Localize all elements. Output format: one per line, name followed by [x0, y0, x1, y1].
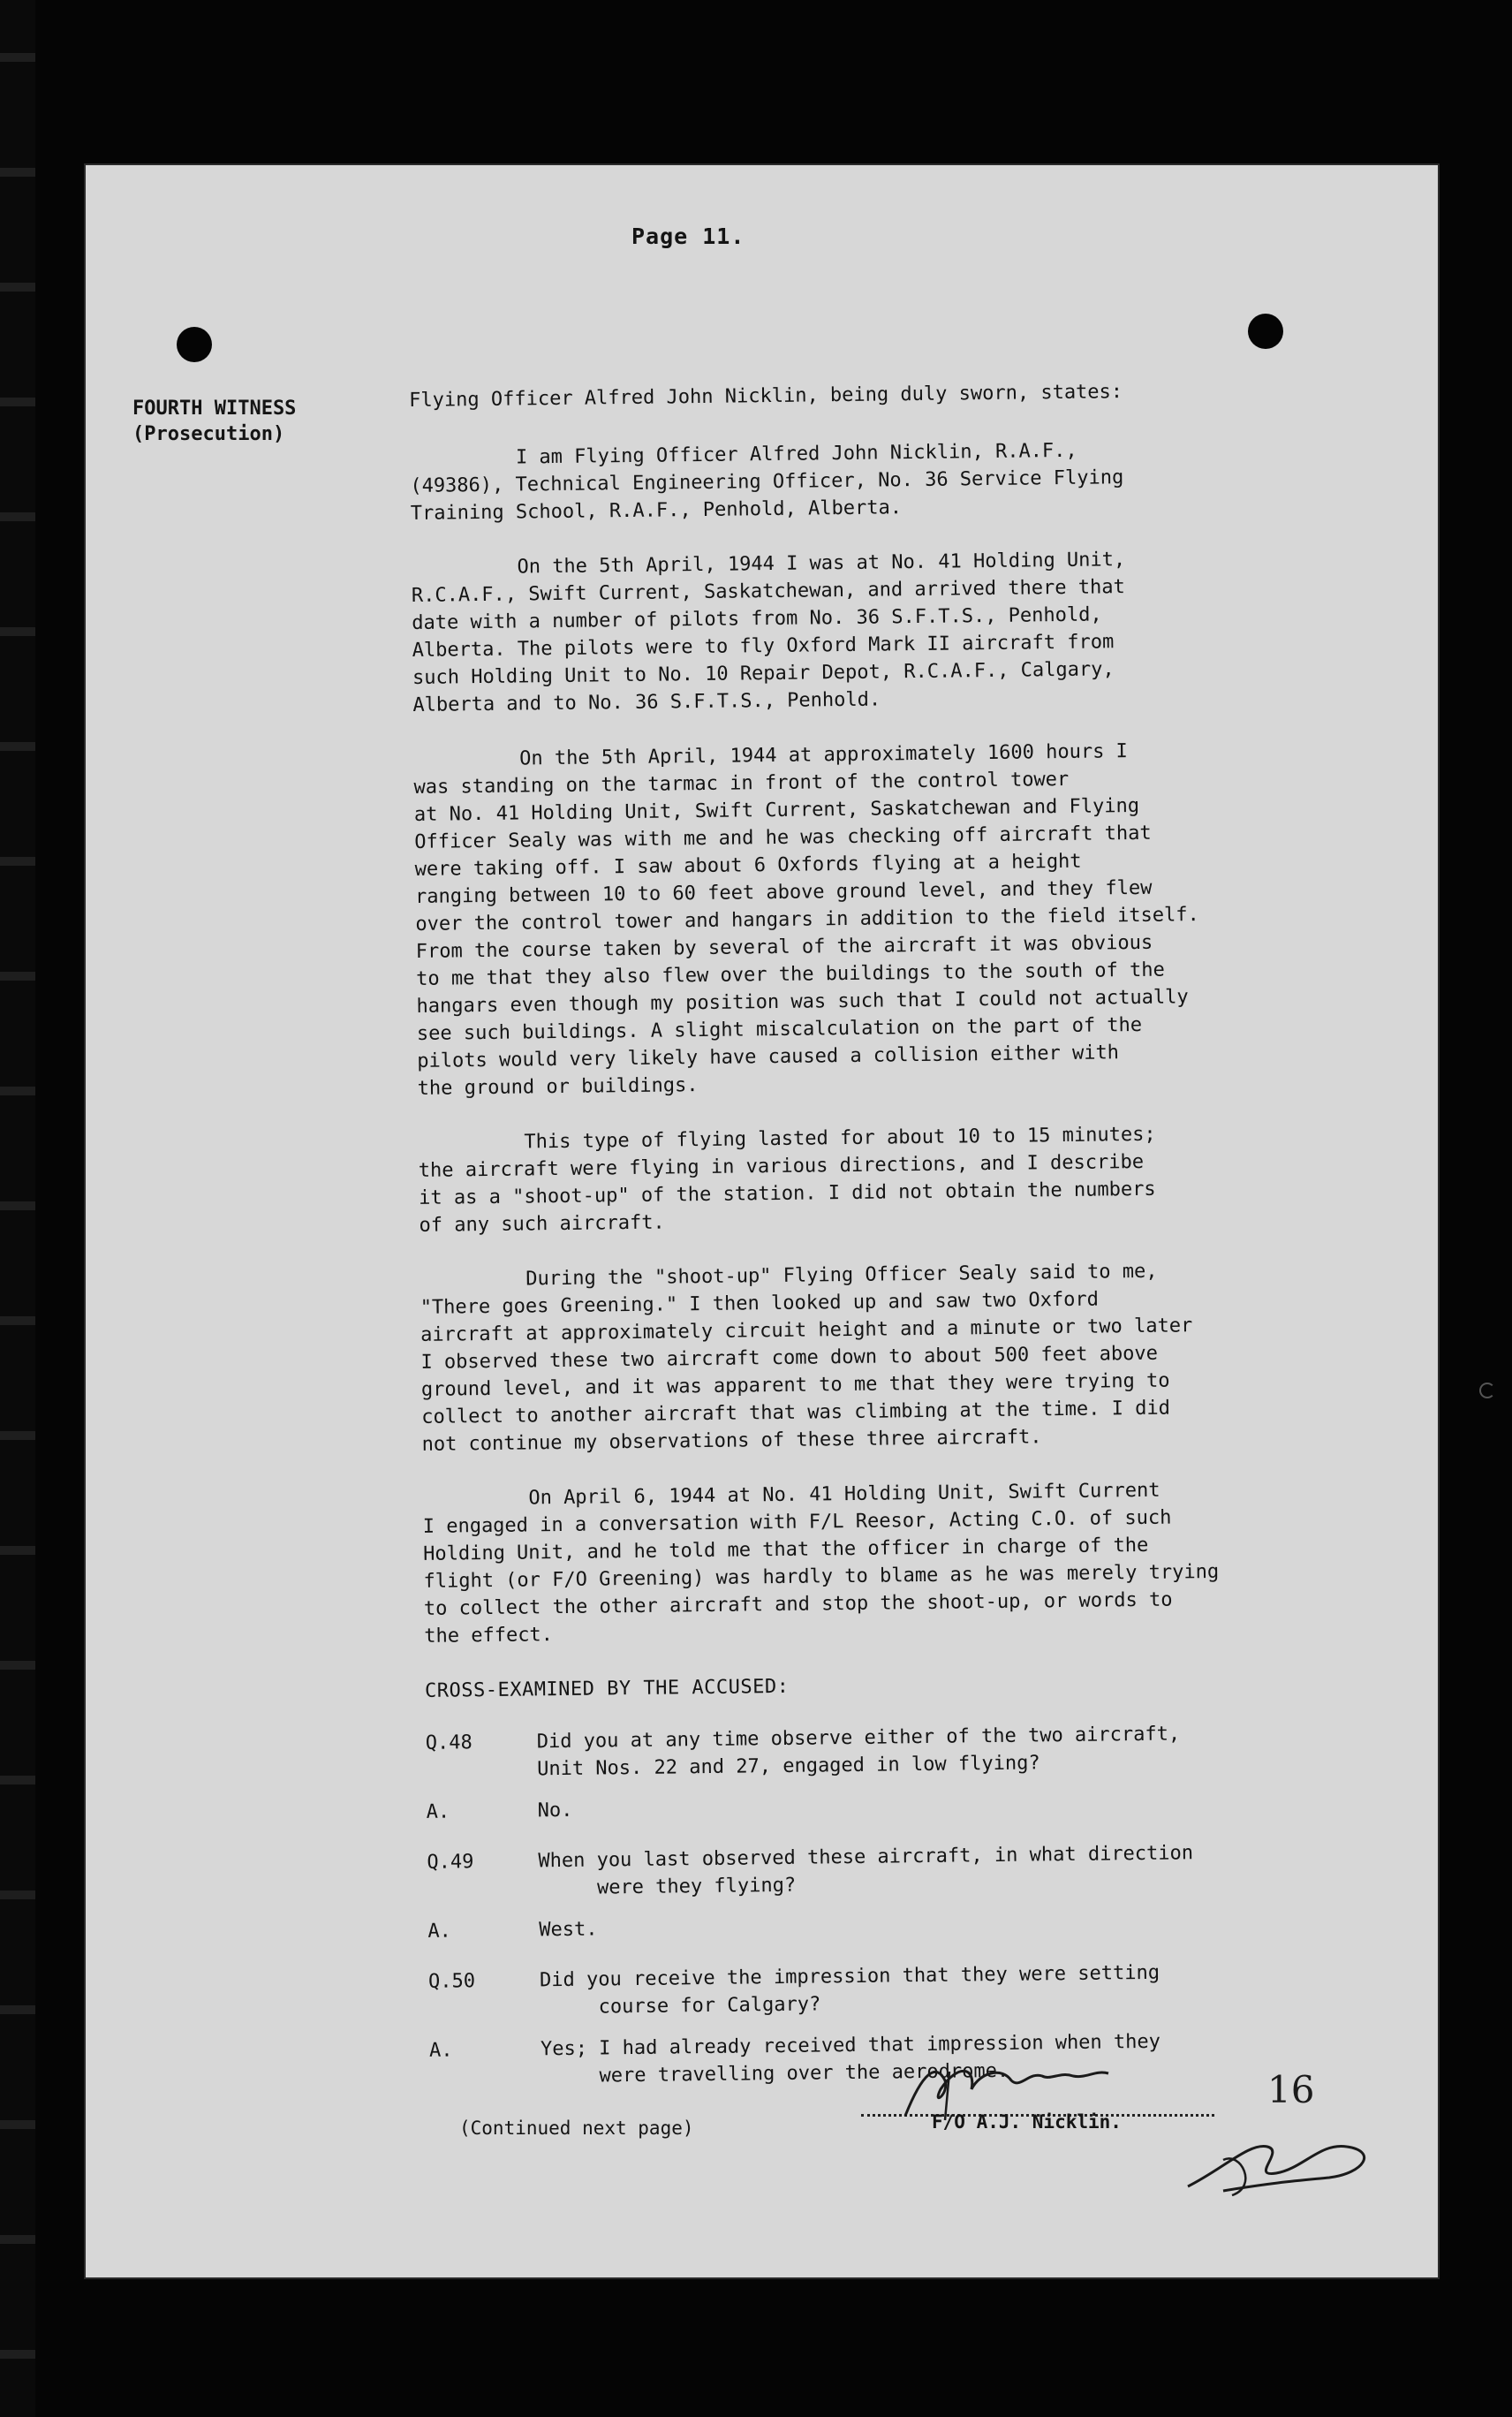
text-line: I engaged in a conversation with F/L Reesor, Acting C.O. of such [422, 1506, 1172, 1538]
text-line: were taking off. I saw about 6 Oxfords flying at a height [414, 850, 1082, 881]
continued-note: (Continued next page) [459, 2118, 694, 2139]
question-row [426, 1717, 1425, 1784]
text-line: No. [537, 1799, 573, 1822]
text-line: Training School, R.A.F., Penhold, Alberta. [410, 496, 903, 525]
question-row [428, 1956, 1427, 2023]
text-line: "There goes Greening." I then looked up and saw two Oxford [420, 1288, 1100, 1319]
document-page [84, 163, 1440, 2279]
text-line: were they flying? [538, 1874, 797, 1900]
witness-label-role: (Prosecution) [132, 423, 285, 445]
text-line: such Holding Unit to No. 10 Repair Depot, R.C.A.F., Calgary, [412, 658, 1115, 689]
cross-examination-heading: CROSS-EXAMINED BY THE ACCUSED: [424, 1675, 790, 1702]
text-line: (49386), Technical Engineering Officer, No. 36 Service Flying [410, 466, 1124, 497]
text-line: at No. 41 Holding Unit, Swift Current, Saskatchewan and Flying [413, 794, 1140, 826]
text-line: were travelling over the aerodrome. [541, 2059, 1009, 2088]
text-line: When you last observed these aircraft, in what direction [538, 1842, 1194, 1873]
question-number: Q.48 [425, 1731, 472, 1754]
text-line: On the 5th April, 1944 at approximately 1600 hours I [519, 740, 1129, 770]
text-line: not continue my observations of these three aircraft. [421, 1426, 1042, 1456]
witness-label [132, 396, 296, 447]
text-line: date with a number of pilots from No. 36 S.F.T.S., Penhold, [412, 603, 1102, 634]
text-line: Alberta. The pilots were to fly Oxford Mark II aircraft from [412, 631, 1115, 662]
text-line: Officer Sealy was with me and he was checking off aircraft that [414, 822, 1152, 853]
text-line: see such buildings. A slight miscalculation on the part of the [416, 1013, 1143, 1045]
text-line: This type of flying lasted for about 10 to 15 minutes; [524, 1123, 1156, 1154]
text-line: over the control tower and hangars in addition to the field itself. [415, 904, 1199, 936]
text-line: ranging between 10 to 60 feet above ground level, and they flew [414, 876, 1153, 908]
paragraph-5 [420, 1254, 1420, 1459]
text-line: I observed these two aircraft come down to about 500 feet above [420, 1342, 1159, 1374]
text-line: Did you receive the impression that they were setting [539, 1961, 1160, 1992]
question-number: Q.50 [427, 1970, 476, 1993]
text-line: pilots would very likely have caused a collision either with [417, 1042, 1120, 1072]
text-line: Alberta and to No. 36 S.F.T.S., Penhold. [412, 688, 881, 716]
text-line: to collect the other aircraft and stop the shoot-up, or words to [423, 1588, 1173, 1620]
margin-mark [1479, 1383, 1495, 1398]
punch-hole-left [177, 327, 212, 362]
answer-row [427, 1786, 1425, 1826]
paragraph-3 [413, 734, 1416, 1102]
paragraph-1 [410, 433, 1409, 527]
handwritten-page-mark: 16 [1267, 2068, 1315, 2111]
paragraph-6 [422, 1474, 1422, 1650]
text-line: aircraft at approximately circuit height and a minute or two later [420, 1315, 1193, 1346]
text-line: the aircraft were flying in various directions, and I describe [418, 1150, 1145, 1182]
signatory-name: F/O A.J. Nicklin. [932, 2111, 1122, 2133]
paragraph-2 [411, 542, 1410, 719]
answer-row [427, 1906, 1425, 1945]
question-text [540, 1959, 1160, 2022]
answer-text [538, 1797, 573, 1824]
answer-label: A. [426, 1800, 450, 1823]
statement-heading: Flying Officer Alfred John Nicklin, being duly sworn, states: [409, 381, 1123, 412]
text-line: West. [539, 1918, 598, 1942]
question-number: Q.49 [427, 1851, 474, 1874]
question-row [427, 1837, 1425, 1904]
page-number: Page 11. [631, 224, 745, 249]
witness-label-title: FOURTH WITNESS [132, 398, 297, 420]
text-line: course for Calgary? [540, 1993, 821, 2019]
question-text [537, 1720, 1181, 1783]
text-line: flight (or F/O Greening) was hardly to blame as he was merely trying [423, 1560, 1220, 1593]
text-line: the effect. [424, 1624, 554, 1648]
text-line: it as a "shoot-up" of the station. I did not obtain the numbers [419, 1178, 1156, 1209]
text-line: On April 6, 1944 at No. 41 Holding Unit, Swift Current [528, 1479, 1160, 1510]
text-line: was standing on the tarmac in front of the control tower [413, 768, 1070, 799]
answer-label: A. [427, 1920, 452, 1943]
text-line: On the 5th April, 1944 I was at No. 41 Holding Unit, [517, 549, 1126, 579]
handwritten-initials [1170, 2063, 1400, 2204]
answer-label: A. [428, 2039, 453, 2062]
text-line: Yes; I had already received that impression when they [540, 2030, 1161, 2061]
text-line: of any such aircraft. [419, 1211, 665, 1237]
text-line: I am Flying Officer Alfred John Nicklin, R.A.F., [515, 439, 1077, 469]
statement-body [409, 375, 1428, 2106]
text-line: Did you at any time observe either of the two aircraft, [536, 1723, 1181, 1754]
paragraph-4 [418, 1118, 1417, 1239]
text-line: R.C.A.F., Swift Current, Saskatchewan, and arrived there that [411, 576, 1125, 607]
text-line: From the course taken by several of the aircraft it was obvious [415, 931, 1153, 963]
answer-text [539, 1916, 598, 1944]
question-text [538, 1839, 1193, 1902]
text-line: During the "shoot-up" Flying Officer Sealy said to me, [525, 1260, 1158, 1291]
text-line: hangars even though my position was such that I could not actually [416, 986, 1189, 1018]
text-line: the ground or buildings. [417, 1074, 699, 1100]
text-line: collect to another aircraft that was climbing at the time. I did [421, 1397, 1171, 1428]
film-strip-edge [0, 0, 35, 2417]
text-line: Holding Unit, and he told me that the officer in charge of the [422, 1534, 1149, 1565]
punch-hole-right [1248, 314, 1283, 349]
text-line: to me that they also flew over the buildings to the south of the [416, 958, 1165, 990]
text-line: Unit Nos. 22 and 27, engaged in low flying? [536, 1752, 1040, 1781]
text-line: ground level, and it was apparent to me that they were trying to [420, 1369, 1170, 1401]
